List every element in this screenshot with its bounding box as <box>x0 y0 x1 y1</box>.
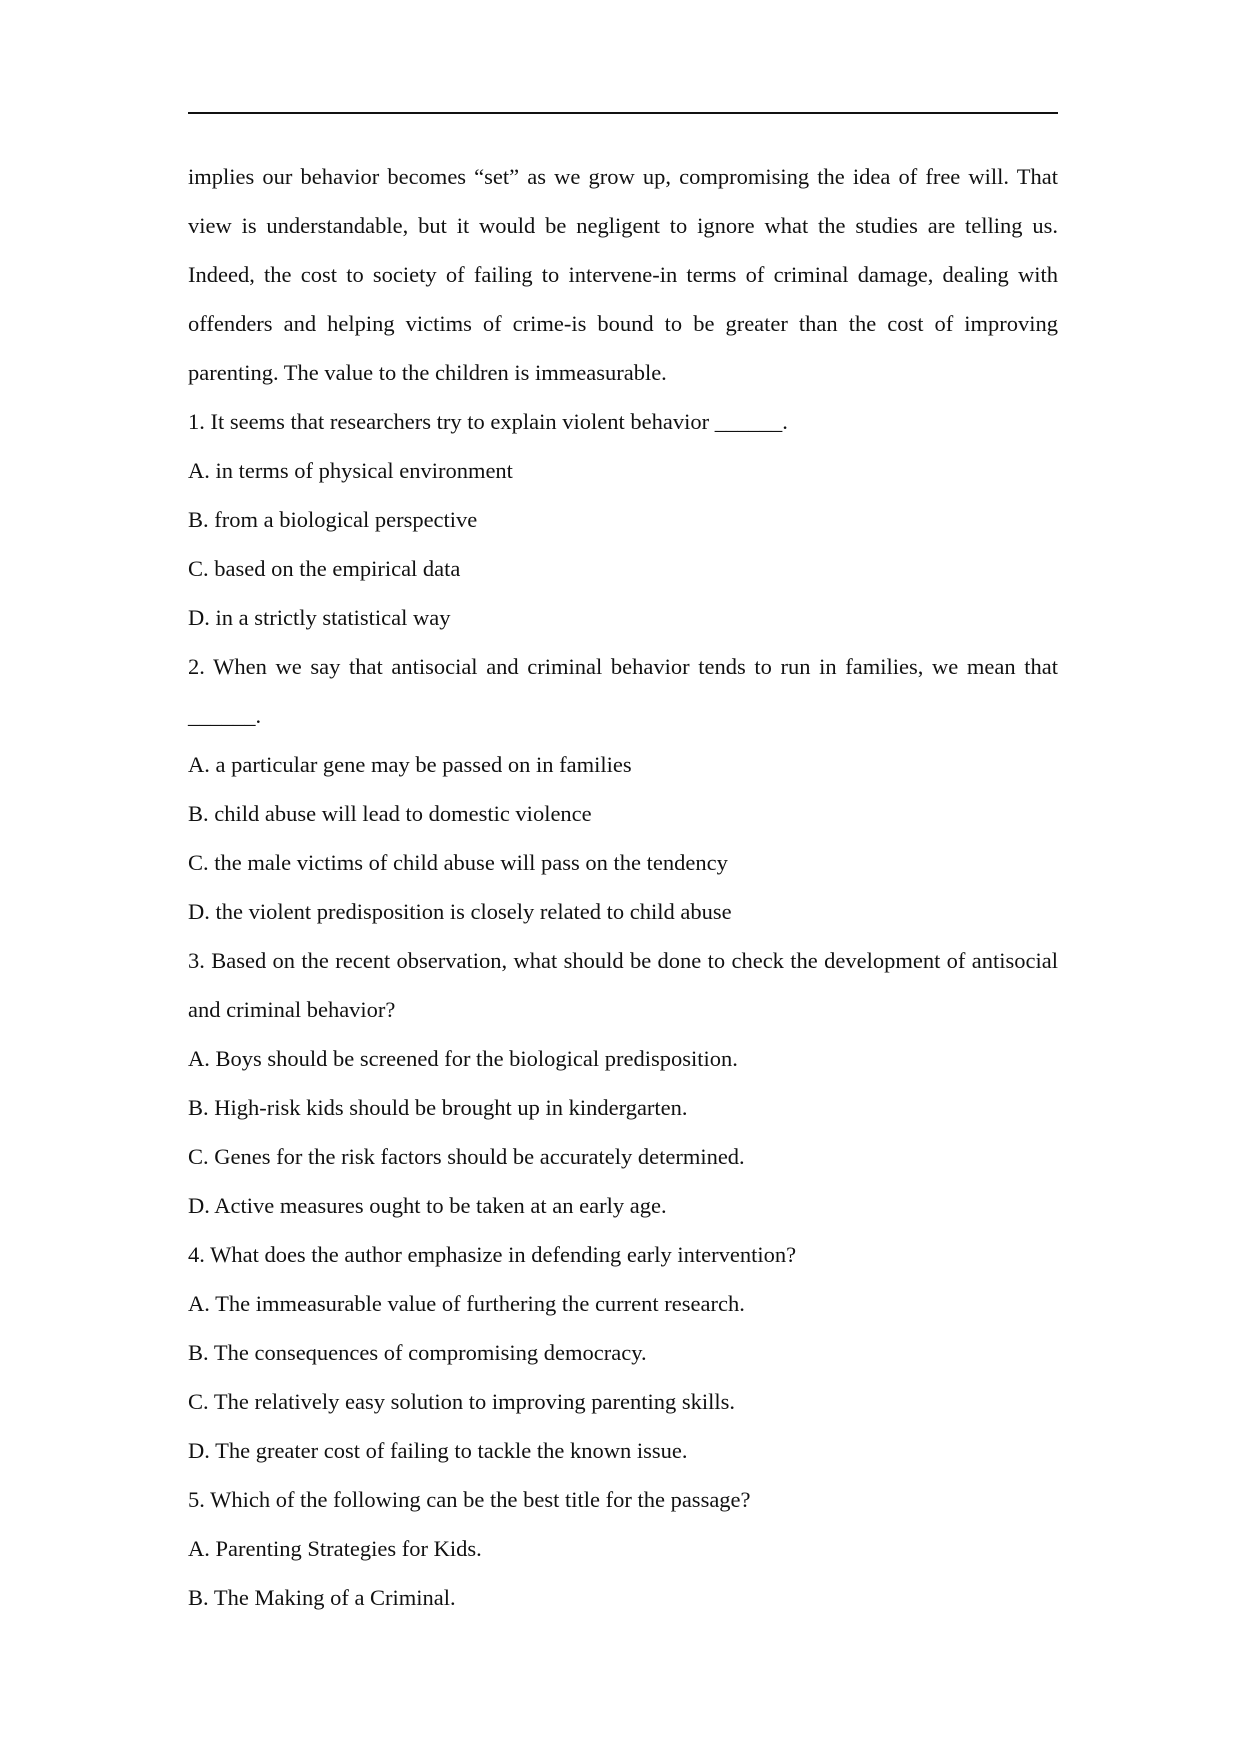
question-4-option-d: D. The greater cost of failing to tackle the known issue. <box>188 1438 688 1463</box>
question-3 <box>188 936 1058 1230</box>
header-rule <box>188 112 1058 114</box>
question-2-option-c: C. the male victims of child abuse will pass on the tendency <box>188 850 728 875</box>
question-4 <box>188 1230 1058 1475</box>
question-1-option-b: B. from a biological perspective <box>188 507 478 532</box>
question-2-option-d: D. the violent predisposition is closely related to child abuse <box>188 899 732 924</box>
question-2-option-a: A. a particular gene may be passed on in families <box>188 752 632 777</box>
question-1-stem: 1. It seems that researchers try to explain violent behavior ______. <box>188 409 788 434</box>
question-2 <box>188 642 1058 936</box>
question-4-option-b: B. The consequences of compromising democracy. <box>188 1340 647 1365</box>
page-content <box>188 152 1058 1622</box>
question-1-option-c: C. based on the empirical data <box>188 556 461 581</box>
question-3-option-b: B. High-risk kids should be brought up in kindergarten. <box>188 1095 688 1120</box>
question-2-stem: 2. When we say that antisocial and criminal behavior tends to run in families, we mean that ______. <box>188 654 1058 728</box>
question-3-option-d: D. Active measures ought to be taken at an early age. <box>188 1193 667 1218</box>
question-1-option-a: A. in terms of physical environment <box>188 458 513 483</box>
question-3-option-a: A. Boys should be screened for the biological predisposition. <box>188 1046 738 1071</box>
question-3-option-c: C. Genes for the risk factors should be accurately determined. <box>188 1144 745 1169</box>
question-4-stem: 4. What does the author emphasize in defending early intervention? <box>188 1242 797 1267</box>
question-4-option-a: A. The immeasurable value of furthering the current research. <box>188 1291 745 1316</box>
question-3-stem: 3. Based on the recent observation, what should be done to check the development of antisocial and criminal behavior? <box>188 948 1058 1022</box>
question-5 <box>188 1475 1058 1622</box>
question-5-option-b: B. The Making of a Criminal. <box>188 1585 456 1610</box>
question-2-option-b: B. child abuse will lead to domestic violence <box>188 801 592 826</box>
question-1-option-d: D. in a strictly statistical way <box>188 605 451 630</box>
question-4-option-c: C. The relatively easy solution to improving parenting skills. <box>188 1389 736 1414</box>
question-5-stem: 5. Which of the following can be the best title for the passage? <box>188 1487 751 1512</box>
question-1 <box>188 397 1058 642</box>
question-5-option-a: A. Parenting Strategies for Kids. <box>188 1536 482 1561</box>
passage-paragraph: implies our behavior becomes “set” as we grow up, compromising the idea of free will. That view is understandable, but it would be negligent to ignore what the studies are telling us. Indeed, the cost to society of failing to intervene-in terms of criminal damage, dealing with offenders and helping victims of crime-is bound to be greater than the cost of improving parenting. The value to the children is immeasurable. <box>188 164 1058 385</box>
